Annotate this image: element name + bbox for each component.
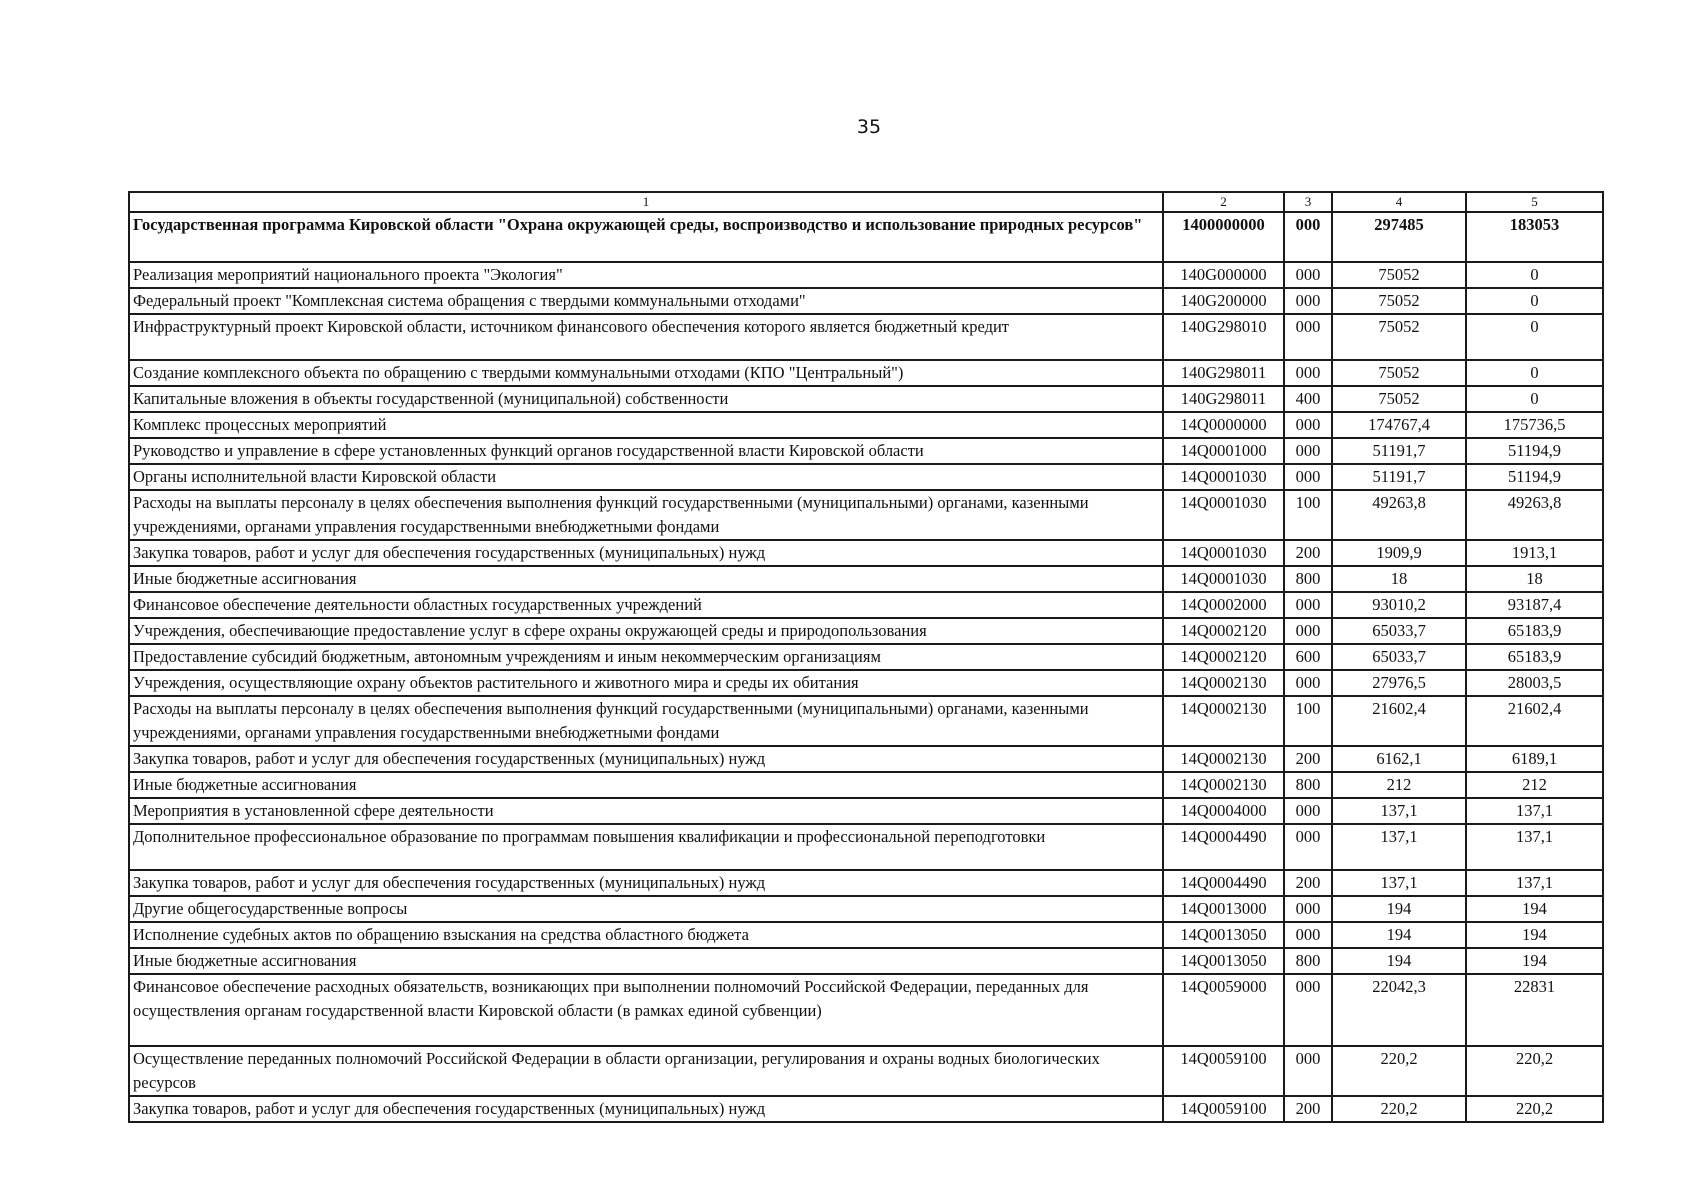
amount-year-2-cell: 194 [1466, 922, 1603, 948]
expense-type-code-cell: 000 [1284, 360, 1332, 386]
expense-type-code-cell: 800 [1284, 772, 1332, 798]
amount-year-2-cell: 18 [1466, 566, 1603, 592]
amount-year-1-cell: 75052 [1332, 360, 1466, 386]
amount-year-1-cell: 18 [1332, 566, 1466, 592]
expenditure-name-cell: Федеральный проект "Комплексная система обращения с твердыми коммунальными отходами" [129, 288, 1163, 314]
table-row [129, 412, 1603, 438]
amount-year-2-cell: 220,2 [1466, 1096, 1603, 1122]
target-article-code-cell: 140G298011 [1163, 386, 1284, 412]
amount-year-2-cell: 21602,4 [1466, 696, 1603, 746]
budget-table [128, 191, 1604, 1123]
expense-type-code-cell: 100 [1284, 490, 1332, 540]
expense-type-code-cell: 000 [1284, 1046, 1332, 1096]
expense-type-code-cell: 000 [1284, 412, 1332, 438]
expense-type-code-cell: 200 [1284, 540, 1332, 566]
column-number: 2 [1163, 192, 1284, 212]
target-article-code-cell: 14Q0002120 [1163, 644, 1284, 670]
target-article-code-cell: 14Q0059100 [1163, 1096, 1284, 1122]
target-article-code-cell: 14Q0002130 [1163, 772, 1284, 798]
table-row [129, 824, 1603, 870]
expense-type-code-cell: 000 [1284, 262, 1332, 288]
target-article-code-cell: 14Q0004490 [1163, 870, 1284, 896]
amount-year-1-cell: 75052 [1332, 314, 1466, 360]
target-article-code-cell: 14Q0013000 [1163, 896, 1284, 922]
amount-year-2-cell: 51194,9 [1466, 464, 1603, 490]
expense-type-code-cell: 000 [1284, 288, 1332, 314]
target-article-code-cell: 140G298011 [1163, 360, 1284, 386]
amount-year-2-cell: 0 [1466, 314, 1603, 360]
expense-type-code-cell: 800 [1284, 948, 1332, 974]
expense-type-code-cell: 400 [1284, 386, 1332, 412]
amount-year-1-cell: 65033,7 [1332, 618, 1466, 644]
expenditure-name-cell: Создание комплексного объекта по обращению с твердыми коммунальными отходами (КПО "Центральный") [129, 360, 1163, 386]
amount-year-2-cell: 49263,8 [1466, 490, 1603, 540]
amount-year-1-cell: 212 [1332, 772, 1466, 798]
amount-year-1-cell: 21602,4 [1332, 696, 1466, 746]
table-body [129, 212, 1603, 1122]
table-row [129, 314, 1603, 360]
target-article-code-cell: 14Q0000000 [1163, 412, 1284, 438]
expense-type-code-cell: 000 [1284, 922, 1332, 948]
table-row [129, 618, 1603, 644]
amount-year-2-cell: 137,1 [1466, 824, 1603, 870]
amount-year-1-cell: 75052 [1332, 288, 1466, 314]
table-row [129, 464, 1603, 490]
target-article-code-cell: 14Q0059100 [1163, 1046, 1284, 1096]
amount-year-1-cell: 174767,4 [1332, 412, 1466, 438]
table-row [129, 1046, 1603, 1096]
expense-type-code-cell: 000 [1284, 896, 1332, 922]
amount-year-2-cell: 137,1 [1466, 870, 1603, 896]
expense-type-code-cell: 000 [1284, 464, 1332, 490]
table-row [129, 386, 1603, 412]
amount-year-1-cell: 220,2 [1332, 1046, 1466, 1096]
amount-year-2-cell: 194 [1466, 896, 1603, 922]
target-article-code-cell: 14Q0001030 [1163, 540, 1284, 566]
expenditure-name-cell: Закупка товаров, работ и услуг для обеспечения государственных (муниципальных) нужд [129, 1096, 1163, 1122]
expenditure-name-cell: Мероприятия в установленной сфере деятельности [129, 798, 1163, 824]
target-article-code-cell: 14Q0013050 [1163, 948, 1284, 974]
amount-year-1-cell: 137,1 [1332, 824, 1466, 870]
amount-year-1-cell: 22042,3 [1332, 974, 1466, 1046]
table-row [129, 870, 1603, 896]
expense-type-code-cell: 000 [1284, 798, 1332, 824]
table-row [129, 922, 1603, 948]
expense-type-code-cell: 000 [1284, 618, 1332, 644]
expenditure-name-cell: Закупка товаров, работ и услуг для обеспечения государственных (муниципальных) нужд [129, 540, 1163, 566]
target-article-code-cell: 14Q0002130 [1163, 696, 1284, 746]
expense-type-code-cell: 100 [1284, 696, 1332, 746]
table-row [129, 670, 1603, 696]
expenditure-name-cell: Инфраструктурный проект Кировской области, источником финансового обеспечения которого является бюджетный кредит [129, 314, 1163, 360]
amount-year-1-cell: 65033,7 [1332, 644, 1466, 670]
amount-year-2-cell: 212 [1466, 772, 1603, 798]
expense-type-code-cell: 000 [1284, 314, 1332, 360]
target-article-code-cell: 140G298010 [1163, 314, 1284, 360]
expenditure-name-cell: Другие общегосударственные вопросы [129, 896, 1163, 922]
expenditure-name-cell: Расходы на выплаты персоналу в целях обеспечения выполнения функций государственными (муниципальными) органами, казенными учреждениями, органами управления государственными внебюджетными фондами [129, 490, 1163, 540]
target-article-code-cell: 14Q0013050 [1163, 922, 1284, 948]
amount-year-1-cell: 137,1 [1332, 798, 1466, 824]
target-article-code-cell: 140G200000 [1163, 288, 1284, 314]
expenditure-name-cell: Учреждения, обеспечивающие предоставление услуг в сфере охраны окружающей среды и природопользования [129, 618, 1163, 644]
amount-year-2-cell: 137,1 [1466, 798, 1603, 824]
expense-type-code-cell: 000 [1284, 670, 1332, 696]
expense-type-code-cell: 200 [1284, 746, 1332, 772]
amount-year-1-cell: 220,2 [1332, 1096, 1466, 1122]
amount-year-1-cell: 51191,7 [1332, 464, 1466, 490]
target-article-code-cell: 14Q0004000 [1163, 798, 1284, 824]
amount-year-2-cell: 1913,1 [1466, 540, 1603, 566]
amount-year-2-cell: 0 [1466, 288, 1603, 314]
amount-year-1-cell: 51191,7 [1332, 438, 1466, 464]
amount-year-1-cell: 27976,5 [1332, 670, 1466, 696]
expenditure-name-cell: Закупка товаров, работ и услуг для обеспечения государственных (муниципальных) нужд [129, 870, 1163, 896]
expenditure-name-cell: Иные бюджетные ассигнования [129, 566, 1163, 592]
table-row [129, 566, 1603, 592]
expense-type-code-cell: 000 [1284, 824, 1332, 870]
column-number: 4 [1332, 192, 1466, 212]
expense-type-code-cell: 000 [1284, 438, 1332, 464]
amount-year-1-cell: 194 [1332, 922, 1466, 948]
table-row [129, 798, 1603, 824]
target-article-code-cell: 14Q0002130 [1163, 670, 1284, 696]
expenditure-name-cell: Капитальные вложения в объекты государственной (муниципальной) собственности [129, 386, 1163, 412]
expenditure-name-cell: Исполнение судебных актов по обращению взыскания на средства областного бюджета [129, 922, 1163, 948]
table-row [129, 212, 1603, 262]
amount-year-1-cell: 75052 [1332, 262, 1466, 288]
column-number-row [129, 192, 1603, 212]
expenditure-name-cell: Расходы на выплаты персоналу в целях обеспечения выполнения функций государственными (муниципальными) органами, казенными учреждениями, органами управления государственными внебюджетными фондами [129, 696, 1163, 746]
amount-year-2-cell: 0 [1466, 360, 1603, 386]
target-article-code-cell: 14Q0002000 [1163, 592, 1284, 618]
table-row [129, 644, 1603, 670]
amount-year-2-cell: 93187,4 [1466, 592, 1603, 618]
target-article-code-cell: 14Q0001000 [1163, 438, 1284, 464]
amount-year-1-cell: 297485 [1332, 212, 1466, 262]
amount-year-2-cell: 0 [1466, 386, 1603, 412]
amount-year-2-cell: 194 [1466, 948, 1603, 974]
expenditure-name-cell: Иные бюджетные ассигнования [129, 772, 1163, 798]
amount-year-1-cell: 6162,1 [1332, 746, 1466, 772]
table-row [129, 696, 1603, 746]
table-row [129, 490, 1603, 540]
expense-type-code-cell: 600 [1284, 644, 1332, 670]
expenditure-name-cell: Финансовое обеспечение расходных обязательств, возникающих при выполнении полномочий Российской Федерации, переданных для осуществления органам государственной власти Кировской области (в рамках единой субвенции) [129, 974, 1163, 1046]
amount-year-2-cell: 51194,9 [1466, 438, 1603, 464]
column-number: 3 [1284, 192, 1332, 212]
target-article-code-cell: 14Q0004490 [1163, 824, 1284, 870]
amount-year-1-cell: 93010,2 [1332, 592, 1466, 618]
amount-year-2-cell: 0 [1466, 262, 1603, 288]
target-article-code-cell: 14Q0001030 [1163, 566, 1284, 592]
expenditure-name-cell: Иные бюджетные ассигнования [129, 948, 1163, 974]
amount-year-2-cell: 65183,9 [1466, 644, 1603, 670]
expenditure-name-cell: Осуществление переданных полномочий Российской Федерации в области организации, регулирования и охраны водных биологических ресурсов [129, 1046, 1163, 1096]
amount-year-1-cell: 194 [1332, 948, 1466, 974]
expenditure-name-cell: Закупка товаров, работ и услуг для обеспечения государственных (муниципальных) нужд [129, 746, 1163, 772]
amount-year-2-cell: 28003,5 [1466, 670, 1603, 696]
amount-year-1-cell: 137,1 [1332, 870, 1466, 896]
expenditure-name-cell: Реализация мероприятий национального проекта "Экология" [129, 262, 1163, 288]
table-row [129, 438, 1603, 464]
table-row [129, 1096, 1603, 1122]
expense-type-code-cell: 200 [1284, 1096, 1332, 1122]
column-number: 1 [129, 192, 1163, 212]
expense-type-code-cell: 200 [1284, 870, 1332, 896]
expenditure-name-cell: Дополнительное профессиональное образование по программам повышения квалификации и профессиональной переподготовки [129, 824, 1163, 870]
page-number: 35 [856, 116, 882, 138]
target-article-code-cell: 14Q0001030 [1163, 464, 1284, 490]
expenditure-name-cell: Государственная программа Кировской области "Охрана окружающей среды, воспроизводство и использование природных ресурсов" [129, 212, 1163, 262]
table-row [129, 896, 1603, 922]
table-row [129, 746, 1603, 772]
expense-type-code-cell: 800 [1284, 566, 1332, 592]
expense-type-code-cell: 000 [1284, 592, 1332, 618]
expenditure-name-cell: Учреждения, осуществляющие охрану объектов растительного и животного мира и среды их обитания [129, 670, 1163, 696]
target-article-code-cell: 14Q0059000 [1163, 974, 1284, 1046]
target-article-code-cell: 14Q0002120 [1163, 618, 1284, 644]
amount-year-2-cell: 22831 [1466, 974, 1603, 1046]
expenditure-name-cell: Органы исполнительной власти Кировской области [129, 464, 1163, 490]
table-row [129, 948, 1603, 974]
amount-year-2-cell: 65183,9 [1466, 618, 1603, 644]
target-article-code-cell: 1400000000 [1163, 212, 1284, 262]
table-row [129, 262, 1603, 288]
amount-year-2-cell: 183053 [1466, 212, 1603, 262]
expenditure-name-cell: Комплекс процессных мероприятий [129, 412, 1163, 438]
table-row [129, 974, 1603, 1046]
expense-type-code-cell: 000 [1284, 212, 1332, 262]
amount-year-2-cell: 220,2 [1466, 1046, 1603, 1096]
table-row [129, 288, 1603, 314]
table-row [129, 540, 1603, 566]
amount-year-1-cell: 194 [1332, 896, 1466, 922]
expenditure-name-cell: Руководство и управление в сфере установленных функций органов государственной власти Кировской области [129, 438, 1163, 464]
target-article-code-cell: 140G000000 [1163, 262, 1284, 288]
target-article-code-cell: 14Q0002130 [1163, 746, 1284, 772]
table-row [129, 592, 1603, 618]
expenditure-name-cell: Финансовое обеспечение деятельности областных государственных учреждений [129, 592, 1163, 618]
target-article-code-cell: 14Q0001030 [1163, 490, 1284, 540]
amount-year-1-cell: 49263,8 [1332, 490, 1466, 540]
column-number: 5 [1466, 192, 1603, 212]
amount-year-2-cell: 6189,1 [1466, 746, 1603, 772]
amount-year-2-cell: 175736,5 [1466, 412, 1603, 438]
table-row [129, 772, 1603, 798]
table-row [129, 360, 1603, 386]
expenditure-name-cell: Предоставление субсидий бюджетным, автономным учреждениям и иным некоммерческим организациям [129, 644, 1163, 670]
amount-year-1-cell: 1909,9 [1332, 540, 1466, 566]
expense-type-code-cell: 000 [1284, 974, 1332, 1046]
amount-year-1-cell: 75052 [1332, 386, 1466, 412]
